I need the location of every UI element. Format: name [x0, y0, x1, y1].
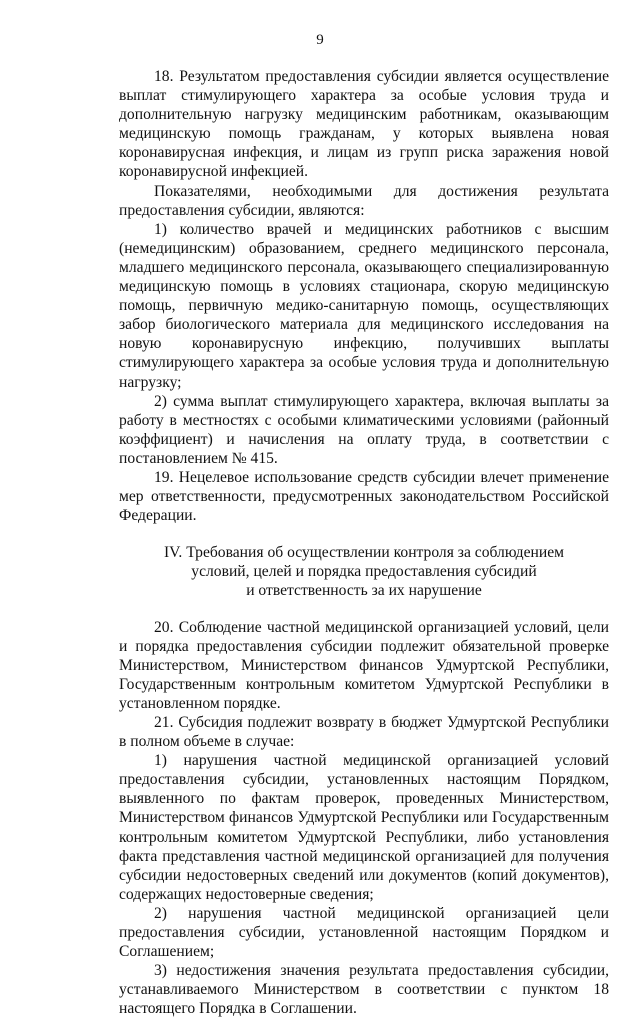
- section-heading-line-3: и ответственность за их нарушение: [246, 582, 482, 600]
- paragraph-20: 20. Соблюдение частной медицинской организацией условий, цели и порядка предоставления субсидии подлежит обязательной проверке Министерством, Министерством финансов Удмуртской Республики, Государственным контрольным комитетом Удмуртской Республики в установленном порядке.: [119, 618, 609, 712]
- paragraph-indicator-1: 1) количество врачей и медицинских работников с высшим (немедицинским) образованием, среднего медицинского персонала, младшего медицинского персонала, оказывающего специализированную медицинскую помощь в условиях стационара, скорую медицинскую помощь, первичную медико-санитарную помощь, осуществляющих забор биологического материала для медицинского исследования на новую коронавирусную инфекцию, получивших выплаты стимулирующего характера за особые условия труда и дополнительную нагрузку;: [119, 220, 609, 391]
- section-heading-iv: [119, 543, 609, 600]
- paragraph-19: 19. Нецелевое использование средств субсидии влечет применение мер ответственности, предусмотренных законодательством Российской Федерации.: [119, 468, 609, 525]
- paragraph-21-item-1: 1) нарушения частной медицинской организацией условий предоставления субсидии, установленных настоящим Порядком, выявленного по фактам проверок, проведенных Министерством, Министерством финансов Удмуртской Республики или Государственным контрольным комитетом Удмуртской Республики, либо установления факта представления частной медицинской организацией для получения субсидии недостоверных сведений или документов (копий документов), содержащих недостоверные сведения;: [119, 752, 609, 903]
- paragraph-18: 18. Результатом предоставления субсидии является осуществление выплат стимулирующего характера за особые условия труда и дополнительную нагрузку медицинским работникам, оказывающим медицинскую помощь гражданам, у которых выявлена новая коронавирусная инфекция, и лицам из групп риска заражения новой коронавирусной инфекцией.: [119, 68, 609, 181]
- paragraph-21-item-3: 3) недостижения значения результата предоставления субсидии, устанавливаемого Министерством в соответствии с пунктом 18 настоящего Порядка в Соглашении.: [119, 962, 609, 1018]
- paragraph-21-item-2: 2) нарушения частной медицинской организацией цели предоставления субсидии, установленной настоящим Порядком и Соглашением;: [119, 904, 609, 961]
- document-body: [119, 67, 609, 1019]
- page-number: 9: [316, 32, 324, 48]
- section-heading-line-1: IV. Требования об осуществлении контроля за соблюдением: [163, 544, 565, 562]
- paragraph-21: 21. Субсидия подлежит возврату в бюджет Удмуртской Республики в полном объеме в случае:: [119, 714, 609, 751]
- paragraph-indicator-2: 2) сумма выплат стимулирующего характера, включая выплаты за работу в местностях с особыми климатическими условиями (районный коэффициент) и начисления на оплату труда, в соответствии с постановлением № 415.: [119, 392, 609, 467]
- paragraph-indicators-intro: Показателями, необходимыми для достижения результата предоставления субсидии, являются:: [119, 182, 609, 219]
- section-heading-line-2: условий, целей и порядка предоставления субсидий: [191, 563, 537, 581]
